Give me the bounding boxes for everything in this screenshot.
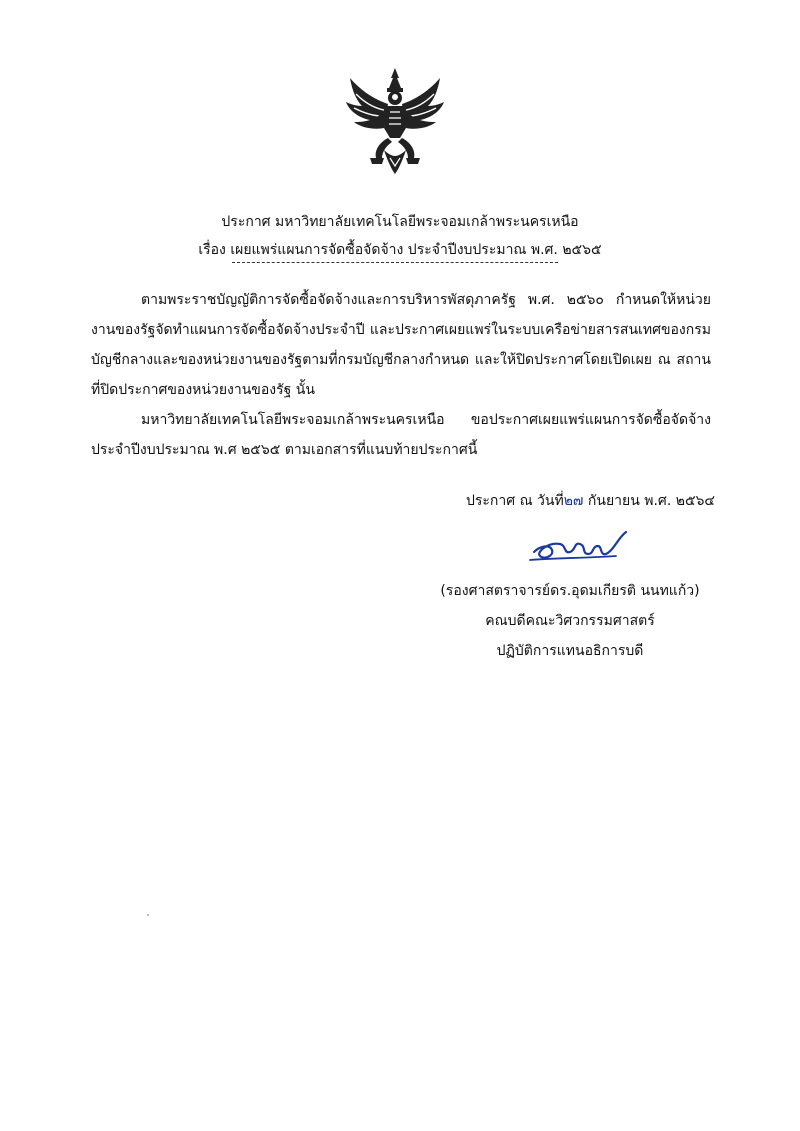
announcement-header — [0, 208, 800, 264]
announcement-body — [91, 285, 711, 465]
body-paragraph-1: ตามพระราชบัญญัติการจัดซื้อจัดจ้างและการบริหารพัสดุภาครัฐ พ.ศ. ๒๕๖๐ กำหนดให้หน่วยงานของรัฐจัดทำแผนการจัดซื้อจัดจ้างประจำปี และประกาศเผยแพร่ในระบบเครือข่ายสารสนเทศของกรมบัญชีกลางและของหน่วยงานของรัฐตามที่กรมบัญชีกลางกำหนด และให้ปิดประกาศโดยเปิดเผย ณ สถานที่ปิดประกาศของหน่วยงานของรัฐ นั้น — [91, 292, 711, 398]
date-suffix: กันยายน พ.ศ. ๒๕๖๔ — [583, 493, 716, 509]
body-paragraph-2: มหาวิทยาลัยเทคโนโลยีพระจอมเกล้าพระนครเหนือ ขอประกาศเผยแพร่แผนการจัดซื้อจัดจ้าง ประจำปีงบประมาณ พ.ศ ๒๕๖๕ ตามเอกสารที่แนบท้ายประกาศนี้ — [91, 412, 711, 458]
date-prefix: ประกาศ ณ วันที่ — [466, 493, 564, 509]
header-divider — [232, 262, 558, 263]
signatory-acting: ปฏิบัติการแทนอธิการบดี — [496, 643, 644, 659]
announcement-date — [466, 490, 715, 512]
announcement-title: ประกาศ มหาวิทยาลัยเทคโนโลยีพระจอมเกล้าพระนครเหนือ — [221, 214, 579, 230]
garuda-emblem-icon — [340, 66, 450, 176]
handwritten-signature — [526, 528, 636, 568]
signatory-position: คณบดีคณะวิศวกรรมศาสตร์ — [485, 613, 655, 629]
scan-speck — [147, 914, 149, 916]
signatory-name: (รองศาสตราจารย์ดร.อุดมเกียรติ นนทแก้ว) — [440, 583, 700, 599]
date-day: ๒๗ — [563, 493, 584, 509]
signatory-block — [420, 576, 720, 666]
announcement-subject: เรื่อง เผยแพร่แผนการจัดซื้อจัดจ้าง ประจำปีงบประมาณ พ.ศ. ๒๕๖๕ — [198, 242, 602, 258]
